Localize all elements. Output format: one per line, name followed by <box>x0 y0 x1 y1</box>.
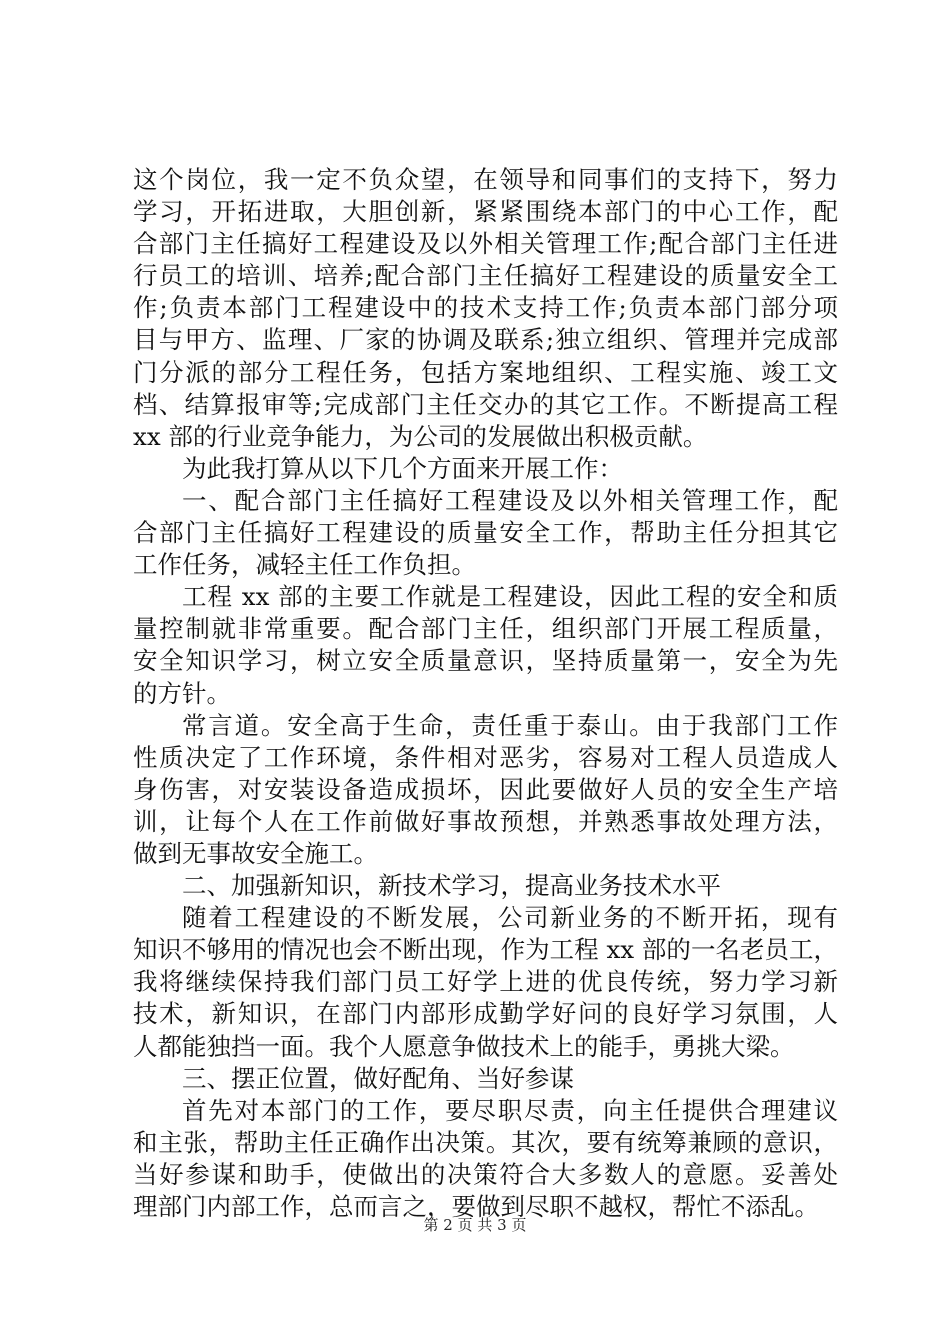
page-number-footer: 第 2 页 共 3 页 <box>423 1216 527 1234</box>
text-line: 档、结算报审等;完成部门主任交办的其它工作。不断提高工程 <box>133 389 838 419</box>
text-line: 性质决定了工作环境，条件相对恶劣，容易对工程人员造成人 <box>133 742 838 772</box>
text-line: 合部门主任搞好工程建设及以外相关管理工作;配合部门主任进 <box>133 229 838 259</box>
text-line: 知识不够用的情况也会不断出现，作为工程 xx 部的一名老员工， <box>133 935 838 965</box>
text-line: 理部门内部工作，总而言之，要做到尽职不越权，帮忙不添乱。 <box>133 1192 819 1221</box>
text-line: 安全知识学习，树立安全质量意识，坚持质量第一，安全为先 <box>133 646 838 676</box>
text-line: 随着工程建设的不断发展，公司新业务的不断开拓，现有 <box>182 903 838 933</box>
text-line: 技术，新知识，在部门内部形成勤学好问的良好学习氛围，人 <box>133 999 838 1029</box>
text-line: 为此我打算从以下几个方面来开展工作： <box>182 453 623 483</box>
text-line: 做到无事故安全施工。 <box>133 838 378 868</box>
text-line: 我将继续保持我们部门员工好学上进的优良传统，努力学习新 <box>133 967 838 997</box>
text-line: 训，让每个人在工作前做好事故预想，并熟悉事故处理方法， <box>133 806 838 836</box>
text-line: 合部门主任搞好工程建设的质量安全工作，帮助主任分担其它 <box>133 518 838 548</box>
text-line: 行员工的培训、培养;配合部门主任搞好工程建设的质量安全工 <box>133 261 838 291</box>
text-line: 工程 xx 部的主要工作就是工程建设，因此工程的安全和质 <box>182 582 838 612</box>
text-line: 这个岗位，我一定不负众望，在领导和同事们的支持下，努力 <box>133 165 838 194</box>
text-line: 量控制就非常重要。配合部门主任，组织部门开展工程质量， <box>133 614 838 644</box>
text-line: 常言道。安全高于生命，责任重于泰山。由于我部门工作 <box>182 710 838 740</box>
text-line: 工作任务，减轻主任工作负担。 <box>133 550 476 580</box>
text-line: 三、摆正位置，做好配角、当好参谋 <box>182 1063 574 1093</box>
text-line: 当好参谋和助手，使做出的决策符合大多数人的意愿。妥善处 <box>133 1159 838 1189</box>
text-line: 一、配合部门主任搞好工程建设及以外相关管理工作，配 <box>182 485 838 515</box>
text-line: 目与甲方、监理、厂家的协调及联系;独立组织、管理并完成部 <box>133 325 838 355</box>
text-line: 首先对本部门的工作，要尽职尽责，向主任提供合理建议 <box>182 1095 838 1125</box>
text-line: 二、加强新知识，新技术学习，提高业务技术水平 <box>182 871 721 901</box>
text-line: 的方针。 <box>133 678 231 708</box>
text-line: 人都能独挡一面。我个人愿意争做技术上的能手，勇挑大梁。 <box>133 1031 795 1061</box>
text-line: 和主张，帮助主任正确作出决策。其次，要有统筹兼顾的意识， <box>133 1127 838 1157</box>
document-body <box>133 164 838 1223</box>
text-line: 门分派的部分工程任务，包括方案地组织、工程实施、竣工文 <box>133 357 838 387</box>
text-line: 作;负责本部门工程建设中的技术支持工作;负责本部门部分项 <box>133 293 838 323</box>
text-line: 学习，开拓进取，大胆创新，紧紧围绕本部门的中心工作，配 <box>133 197 838 227</box>
text-line: 身伤害，对安装设备造成损坏，因此要做好人员的安全生产培 <box>133 774 838 804</box>
text-line: xx 部的行业竞争能力，为公司的发展做出积极贡献。 <box>133 421 708 451</box>
